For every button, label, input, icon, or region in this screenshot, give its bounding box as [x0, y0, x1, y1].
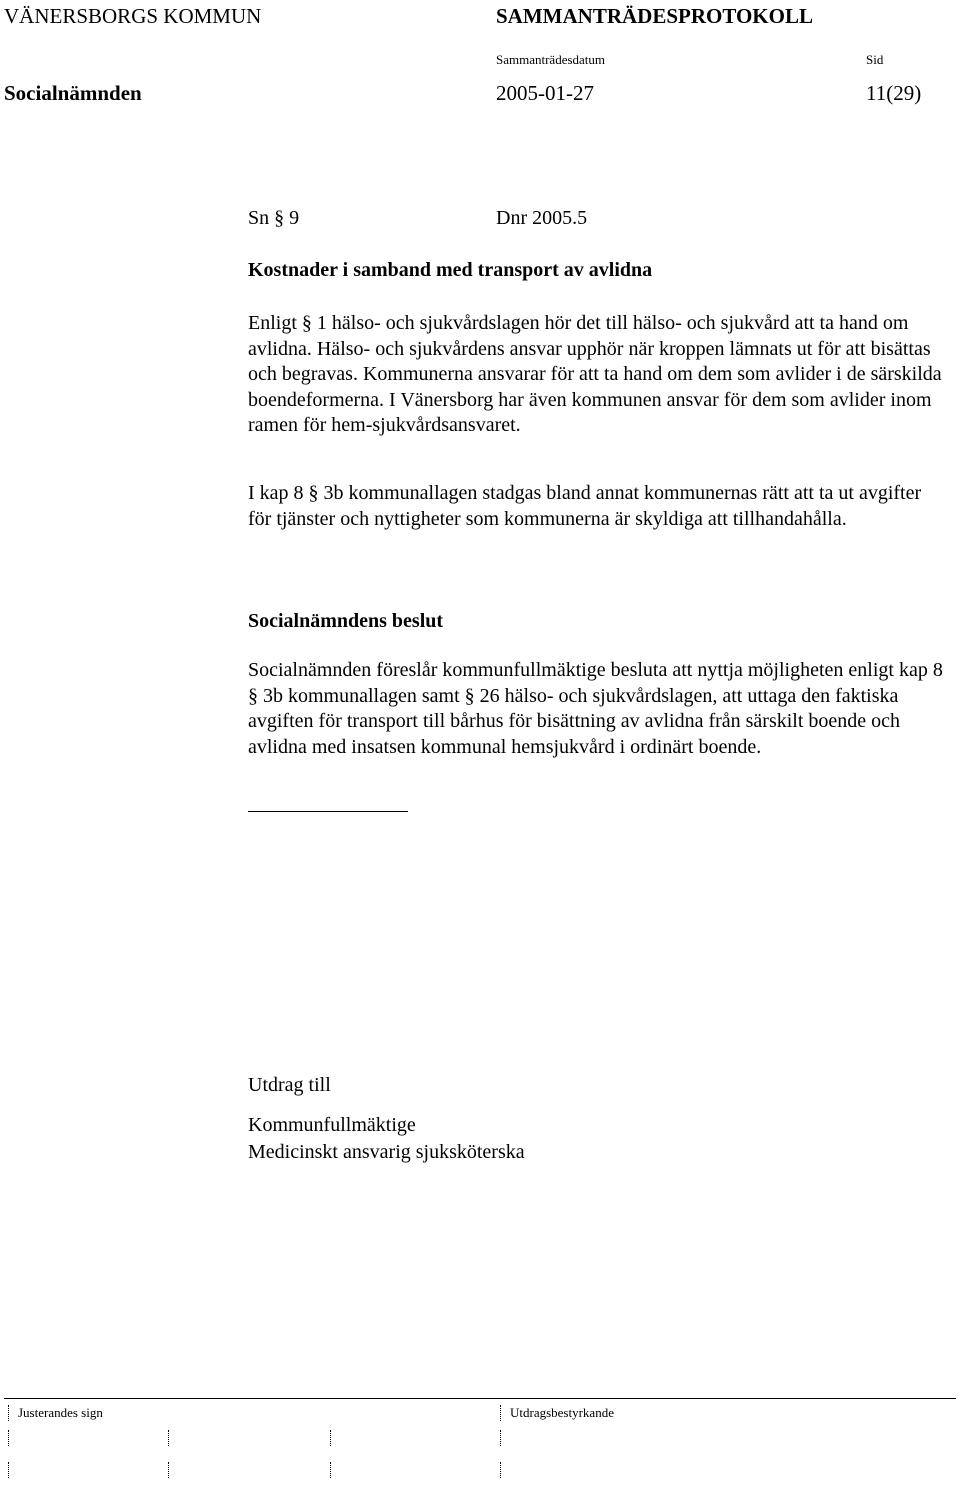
signature-box-divider	[330, 1462, 331, 1478]
page-number: 11(29)	[866, 81, 922, 105]
distribution-heading: Utdrag till	[248, 1074, 331, 1096]
signature-box-divider	[8, 1430, 9, 1446]
municipality-name: VÄNERSBORGS KOMMUN	[4, 4, 262, 28]
signature-label: Justerandes sign	[18, 1405, 103, 1420]
decision-text: Socialnämnden föreslår kommunfullmäktige besluta att nyttja möjligheten enligt kap 8 § 3b kommunallagen samt § 26 hälso- och sjukvårdslagen, att uttaga den faktiska avgiften för transport till bårhus för bisättning av avlidna från särskilt boende och avlidna med insatsen kommunal hemsjukvård i ordinärt boende.	[248, 659, 943, 758]
signature-box-divider	[8, 1462, 9, 1478]
separator-line	[248, 811, 408, 812]
signature-box-divider	[500, 1405, 501, 1421]
date-label: Sammanträdesdatum	[496, 52, 606, 67]
meeting-date: 2005-01-27	[496, 81, 594, 105]
paragraph-1: Enligt § 1 hälso- och sjukvårdslagen hör det till hälso- och sjukvård att ta hand om avlidna. Hälso- och sjukvårdens ansvar upphör när kroppen lämnats ut för att bisättas och begravas. Kommunerna ansvarar för att ta hand om dem som avlider i de särskilda boendeformerna. I Vänersborg har även kommunen ansvar för dem som avlider inom ramen för hem-sjukvårdsansvaret.	[248, 312, 942, 436]
signature-box-divider	[168, 1430, 169, 1446]
distribution-recipient: Kommunfullmäktige	[248, 1114, 416, 1136]
page-label: Sid	[866, 52, 884, 67]
signature-box-divider	[500, 1462, 501, 1478]
signature-box-divider	[330, 1430, 331, 1446]
paragraph-2: I kap 8 § 3b kommunallagen stadgas bland annat kommunernas rätt att ta ut avgifter för tjänster och nyttigheter som kommunerna är skyldiga att tillhandahålla.	[248, 482, 922, 530]
committee-name: Socialnämnden	[4, 81, 142, 105]
distribution-recipient: Medicinskt ansvarig sjuksköterska	[248, 1141, 525, 1163]
signature-box-divider	[500, 1430, 501, 1446]
footer-rule	[4, 1398, 956, 1399]
document-type: SAMMANTRÄDESPROTOKOLL	[496, 4, 813, 28]
diary-number: Dnr 2005.5	[496, 207, 588, 229]
item-number: Sn § 9	[248, 207, 300, 229]
certification-label: Utdragsbestyrkande	[510, 1405, 614, 1420]
item-title: Kostnader i samband med transport av avlidna	[248, 259, 653, 281]
decision-heading: Socialnämndens beslut	[248, 610, 444, 632]
signature-box-divider	[8, 1405, 9, 1421]
signature-box-divider	[168, 1462, 169, 1478]
